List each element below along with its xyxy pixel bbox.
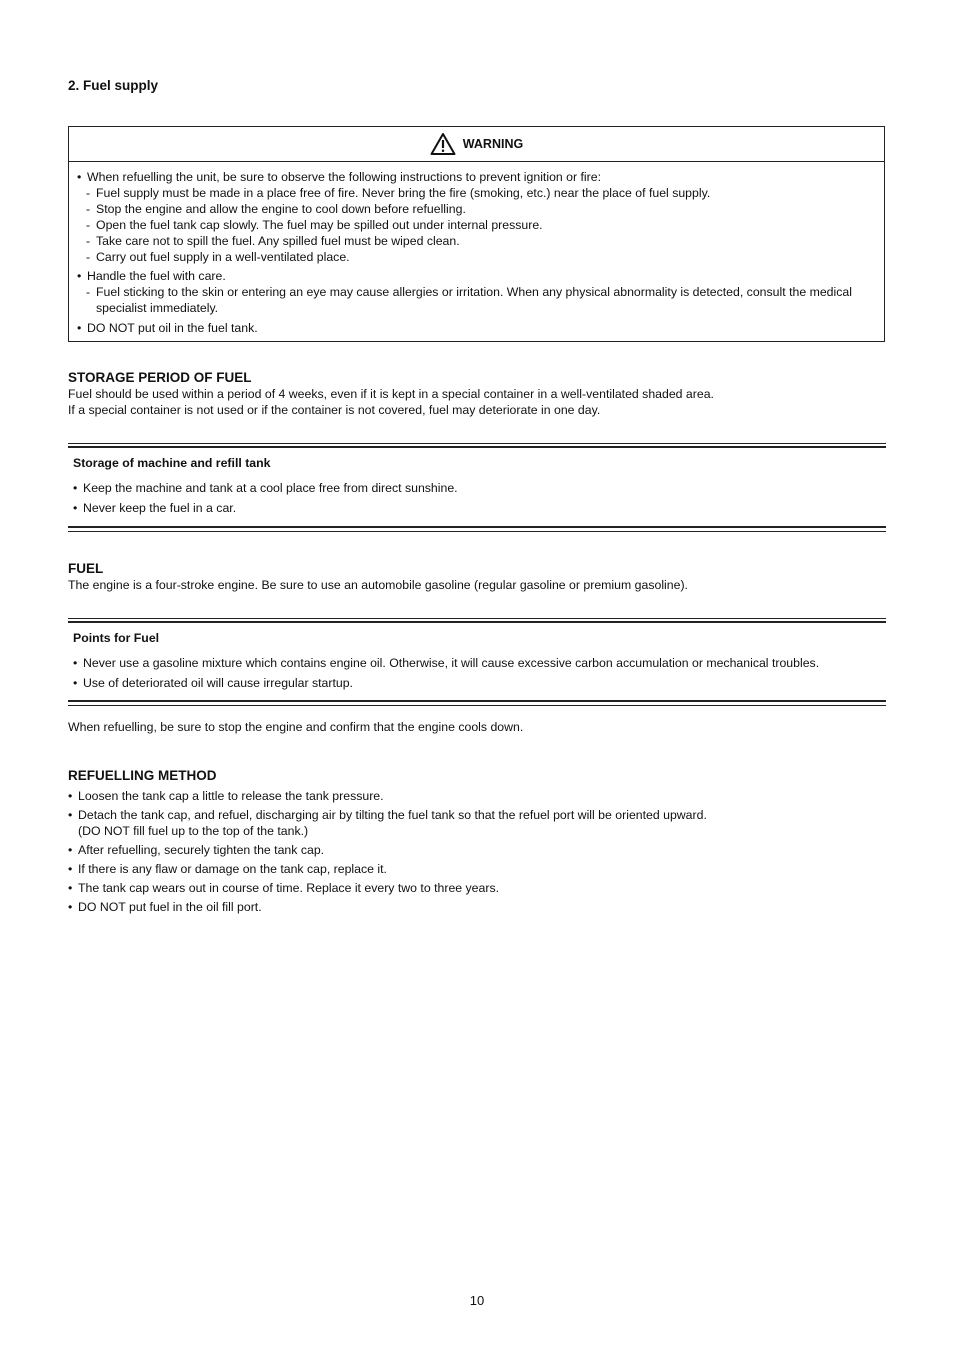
list-item: • Never keep the fuel in a car. xyxy=(73,500,883,516)
warning-subitem: - Carry out fuel supply in a well-ventilated place. xyxy=(77,249,876,265)
list-item: • DO NOT put fuel in the oil fill port. xyxy=(68,899,868,915)
storage-note-bottom-rule xyxy=(68,526,886,532)
list-item: • After refuelling, securely tighten the tank cap. xyxy=(68,842,868,858)
section-title: 2. Fuel supply xyxy=(68,78,159,93)
warning-item: • Handle the fuel with care. xyxy=(77,268,876,284)
storage-text-line2: If a special container is not used or if the container is not covered, fuel may deteriorate in one day. xyxy=(68,403,601,417)
list-item: • If there is any flaw or damage on the tank cap, replace it. xyxy=(68,861,868,877)
storage-text-line1: Fuel should be used within a period of 4 weeks, even if it is kept in a special container in a well-ventilated shaded area. xyxy=(68,387,714,401)
warning-triangle-icon xyxy=(430,132,456,156)
storage-section xyxy=(68,370,888,418)
warning-subitem: - Open the fuel tank cap slowly. The fuel may be spilled out under internal pressure. xyxy=(77,217,876,233)
list-item-text: • Detach the tank cap, and refuel, discharging air by tilting the fuel tank so that the refuel port will be oriented upward. xyxy=(78,808,707,822)
list-item: • Loosen the tank cap a little to release the tank pressure. xyxy=(68,788,868,804)
warning-header xyxy=(69,127,884,162)
storage-heading: STORAGE PERIOD OF FUEL xyxy=(68,370,252,385)
fuel-note-list xyxy=(73,655,883,695)
fuel-heading: FUEL xyxy=(68,561,104,576)
fuel-note-title: Points for Fuel xyxy=(73,631,160,645)
storage-note-title: Storage of machine and refill tank xyxy=(73,456,271,470)
fuel-section xyxy=(68,561,888,593)
page-number: 10 xyxy=(469,1293,485,1308)
storage-note-top-rule xyxy=(68,443,886,448)
storage-note-list xyxy=(73,480,883,520)
fuel-note-bottom-rule xyxy=(68,700,886,706)
refuel-notice: When refuelling, be sure to stop the engine and confirm that the engine cools down. xyxy=(68,720,524,734)
list-item: • Never use a gasoline mixture which contains engine oil. Otherwise, it will cause excessive carbon accumulation or mechanical troubles. xyxy=(73,655,883,671)
list-item-note: (DO NOT fill fuel up to the top of the tank.) xyxy=(78,824,309,838)
refuelling-heading xyxy=(68,768,217,784)
fuel-note-top-rule xyxy=(68,618,886,623)
list-item: • The tank cap wears out in course of time. Replace it every two to three years. xyxy=(68,880,868,896)
refuelling-heading-text: REFUELLING METHOD xyxy=(68,768,217,783)
list-item xyxy=(68,807,868,839)
warning-body xyxy=(69,162,884,336)
warning-heading: WARNING xyxy=(462,137,524,151)
warning-box xyxy=(68,126,885,342)
warning-subitem: - Take care not to spill the fuel. Any spilled fuel must be wiped clean. xyxy=(77,233,876,249)
warning-subitem: - Fuel supply must be made in a place free of fire. Never bring the fire (smoking, etc.) near the place of fuel supply. xyxy=(77,185,876,201)
warning-subitem: - Stop the engine and allow the engine to cool down before refuelling. xyxy=(77,201,876,217)
warning-item: • DO NOT put oil in the fuel tank. xyxy=(77,320,876,336)
list-item: • Keep the machine and tank at a cool place free from direct sunshine. xyxy=(73,480,883,496)
warning-item: • When refuelling the unit, be sure to observe the following instructions to prevent ignition or fire: xyxy=(77,169,876,185)
fuel-text: The engine is a four-stroke engine. Be sure to use an automobile gasoline (regular gasoline or premium gasoline). xyxy=(68,578,688,592)
refuelling-list xyxy=(68,788,868,918)
list-item: • Use of deteriorated oil will cause irregular startup. xyxy=(73,675,883,691)
warning-subitem: - Fuel sticking to the skin or entering an eye may cause allergies or irritation. When any physical abnormality is detected, consult the medical specialist immediately. xyxy=(77,284,876,316)
